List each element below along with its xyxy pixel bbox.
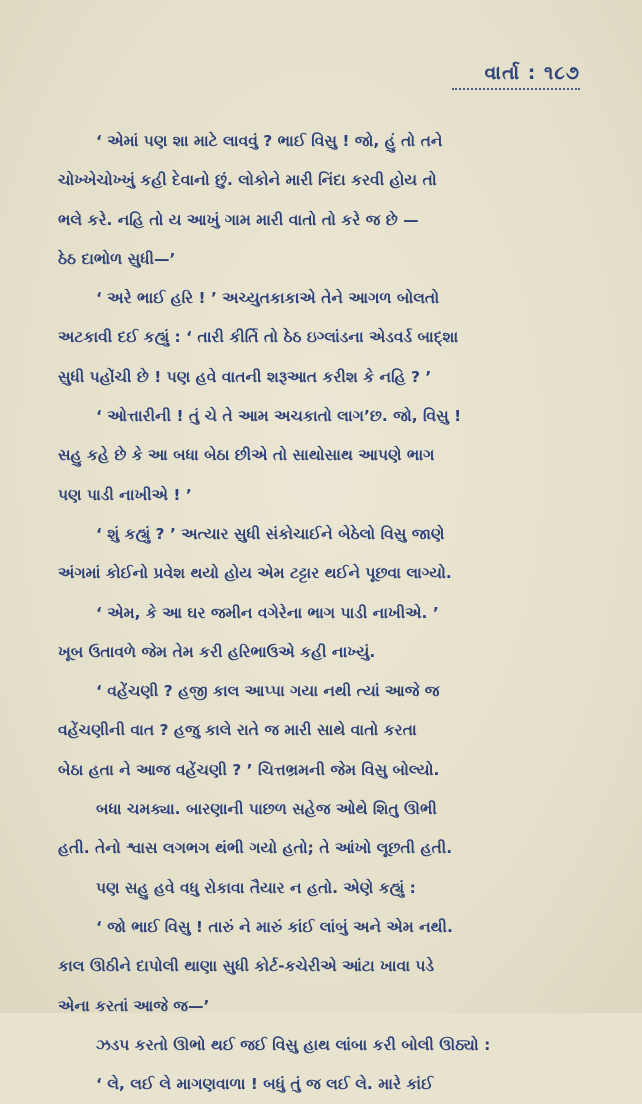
text-line: ‘ જો ભાઈ વિસુ ! તારું ને મારું કાંઈ લાંબું અને એમ નથી. <box>96 917 453 936</box>
text-line: બેઠા હતા ને આજ વહેંચણી ? ’ ચિત્તભ્રમની જેમ વિસુ બોલ્યો. <box>58 760 440 779</box>
text-line: ‘ ઓત્તારીની ! તું ચે તે આમ અચકાતો લાગ’છ. જો, વિસુ ! <box>96 407 462 426</box>
text-line: અટકાવી દઈ કહ્યું : ‘ તારી કીર્તિ તો ઠેઠ ઇગ્લાંડના એડવર્ડ બાદ્શા <box>58 328 459 347</box>
text-line: ઠેઠ દાભોળ સુધી—’ <box>58 249 176 268</box>
text-line: સુધી પહોંચી છે ! પણ હવે વાતની શરૂઆત કરીશ કે નહિ ? ’ <box>58 367 432 386</box>
text-line: પણ પાડી નાખીએ ! ’ <box>58 485 192 504</box>
text-line: વહેંચણીની વાત ? હજુ કાલે રાતે જ મારી સાથે વાતો કરતા <box>58 721 417 740</box>
text-line: ચોખ્ખેચોખ્ખું કહી દેવાનો છું. લોકોને મારી નિંદા કરવી હોય તો <box>58 171 437 190</box>
text-line: કાલ ઊઠીને દાપોલી થાણા સુધી કોર્ટ-કચેરીએ આંટા ખાવા પડે <box>58 957 435 976</box>
header-underline <box>452 88 580 90</box>
text-line: પણ સહુ હવે વધુ રોકાવા તૈયાર ન હતો. એણે કહ્યું : <box>96 878 416 897</box>
page-header <box>452 62 580 90</box>
text-line: ‘ એમાં પણ શા માટે લાવવું ? ભાઈ વિસુ ! જો, હું તો તને <box>96 132 443 150</box>
text-line: ‘ એમ, કે આ ઘર જમીન વગેરેના ભાગ પાડી નાખીએ. ’ <box>96 603 439 622</box>
text-line: ‘ અરે ભાઈ હરિ ! ’ અચ્યુતકાકાએ તેને આગળ બોલતો <box>96 289 440 308</box>
page-body-text <box>58 122 606 1104</box>
text-line: ખૂબ ઉતાવળે જેમ તેમ કરી હરિભાઉએ કહી નાખ્યું. <box>58 642 376 661</box>
text-line: બધા ચમક્યા. બારણાની પાછળ સહેજ ઓથે શિતુ ઊભી <box>96 800 437 819</box>
text-line: ‘ વહેંચણી ? હજી કાલ આપ્પા ગયા નથી ત્યાં આજે જ <box>96 682 440 701</box>
text-line: ‘ શું કહ્યું ? ’ અત્યાર સુધી સંકોચાઈને બેઠેલો વિસુ જાણે <box>96 524 445 543</box>
running-title: વાર્તા : ૧૮૭ <box>484 62 580 84</box>
text-line: અંગમાં કોઈનો પ્રવેશ થયો હોય એમ ટટ્ટાર થઈને પૂછવા લાગ્યો. <box>58 564 452 583</box>
text-line: ‘ લે, લઈ લે માગણવાળા ! બધું તું જ લઈ લે. મારે કાંઈ <box>96 1075 434 1094</box>
text-line: સહુ કહે છે કે આ બધા બેઠા છીએ તો સાથોસાથ આપણે ભાગ <box>58 446 435 465</box>
text-line: ઝડપ કરતો ઊભો થઈ જઈ વિસુ હાથ લાંબા કરી બોલી ઊઠ્યો : <box>96 1035 491 1054</box>
text-line: ભલે કરે. નહિ તો ય આખું ગામ મારી વાતો તો કરે જ છે — <box>58 210 419 229</box>
text-line: હતી. તેનો શ્વાસ લગભગ થંભી ગયો હતો; તે આંખો લૂછતી હતી. <box>58 839 453 858</box>
text-line: એના કરતાં આજે જ—’ <box>58 996 210 1015</box>
